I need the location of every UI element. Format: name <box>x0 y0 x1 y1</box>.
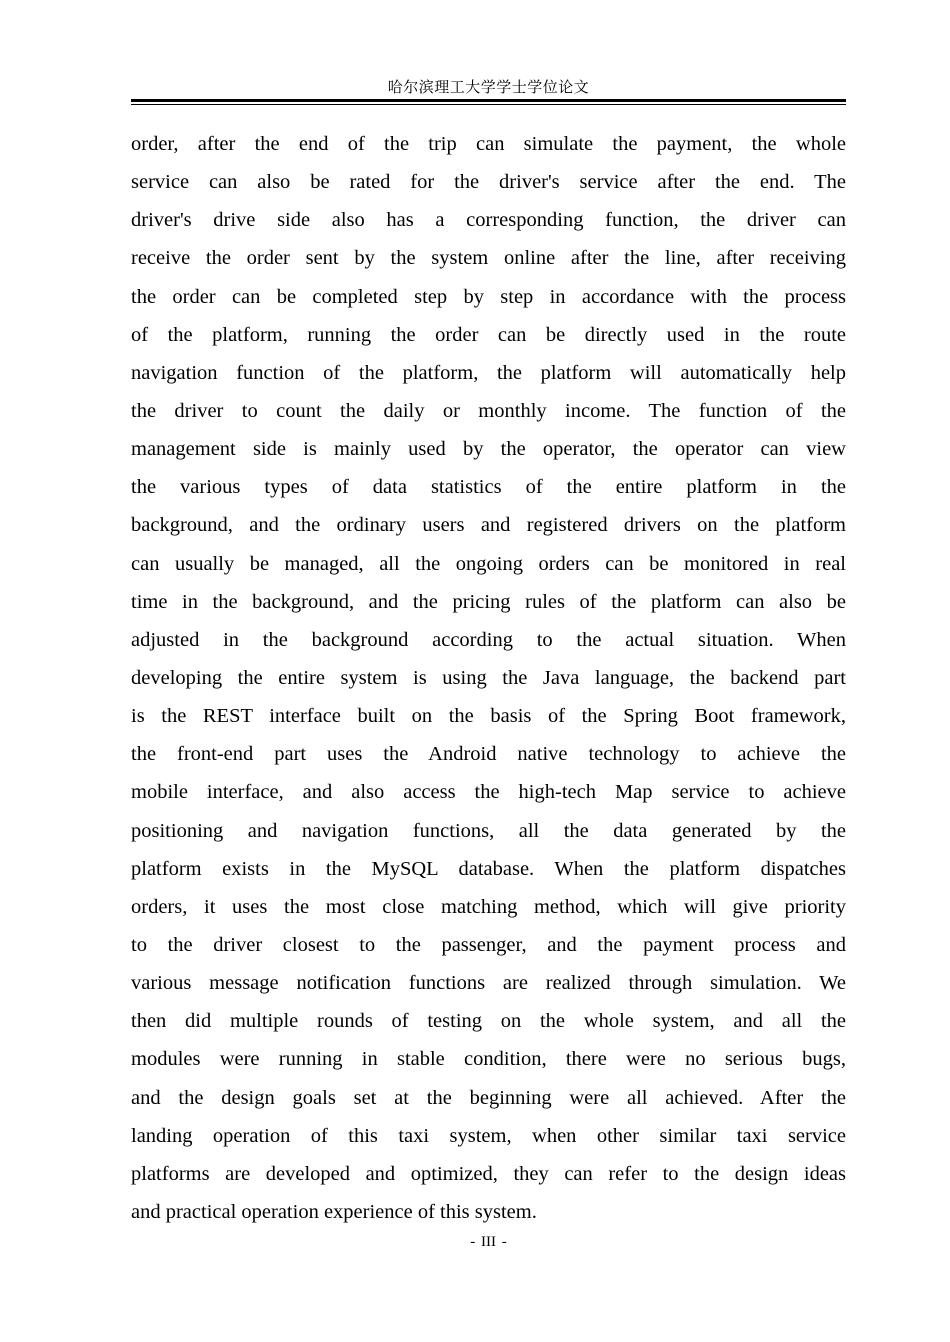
text-line: time in the background, and the pricing rules of the platform can also be <box>131 590 846 613</box>
text-line: various message notification functions are realized through simulation. We <box>131 972 846 995</box>
text-line: modules were running in stable condition, there were no serious bugs, <box>131 1048 846 1071</box>
text-line: of the platform, running the order can be directly used in the route <box>131 323 846 346</box>
text-line: to the driver closest to the passenger, and the payment process and <box>131 933 846 956</box>
text-line: is the REST interface built on the basis of the Spring Boot framework, <box>131 705 846 728</box>
text-line: management side is mainly used by the operator, the operator can view <box>131 438 846 461</box>
text-line: mobile interface, and also access the high-tech Map service to achieve <box>131 781 846 804</box>
page-number: - III - <box>470 1234 507 1250</box>
text-line: the front-end part uses the Android native technology to achieve the <box>131 743 846 766</box>
text-line: order, after the end of the trip can simulate the payment, the whole <box>131 133 846 155</box>
text-line: receive the order sent by the system online after the line, after receiving <box>131 247 846 270</box>
text-line: background, and the ordinary users and registered drivers on the platform <box>131 514 846 537</box>
text-line: can usually be managed, all the ongoing orders can be monitored in real <box>131 552 846 575</box>
text-line: and practical operation experience of this system. <box>131 1200 537 1223</box>
header-rule-thin <box>131 104 846 105</box>
text-line: service can also be rated for the driver's service after the end. The <box>131 171 846 194</box>
abstract-body <box>131 125 846 1231</box>
page-header: 哈尔滨理工大学学士学位论文 <box>387 80 590 96</box>
text-line: the order can be completed step by step in accordance with the process <box>131 285 846 308</box>
text-line: the driver to count the daily or monthly income. The function of the <box>131 399 846 422</box>
header-rule-thick <box>131 99 846 102</box>
text-line: adjusted in the background according to the actual situation. When <box>131 628 846 651</box>
text-line: and the design goals set at the beginning were all achieved. After the <box>131 1086 846 1109</box>
text-line: driver's drive side also has a corresponding function, the driver can <box>131 209 846 232</box>
text-line: orders, it uses the most close matching method, which will give priority <box>131 895 846 918</box>
text-line: platform exists in the MySQL database. When the platform dispatches <box>131 857 846 880</box>
text-line: navigation function of the platform, the platform will automatically help <box>131 361 846 384</box>
text-line: then did multiple rounds of testing on the whole system, and all the <box>131 1010 846 1033</box>
text-line: platforms are developed and optimized, they can refer to the design ideas <box>131 1162 846 1185</box>
text-line: developing the entire system is using the Java language, the backend part <box>131 666 846 689</box>
text-line: landing operation of this taxi system, when other similar taxi service <box>131 1124 846 1147</box>
text-line: positioning and navigation functions, all the data generated by the <box>131 819 846 842</box>
text-line: the various types of data statistics of the entire platform in the <box>131 476 846 499</box>
